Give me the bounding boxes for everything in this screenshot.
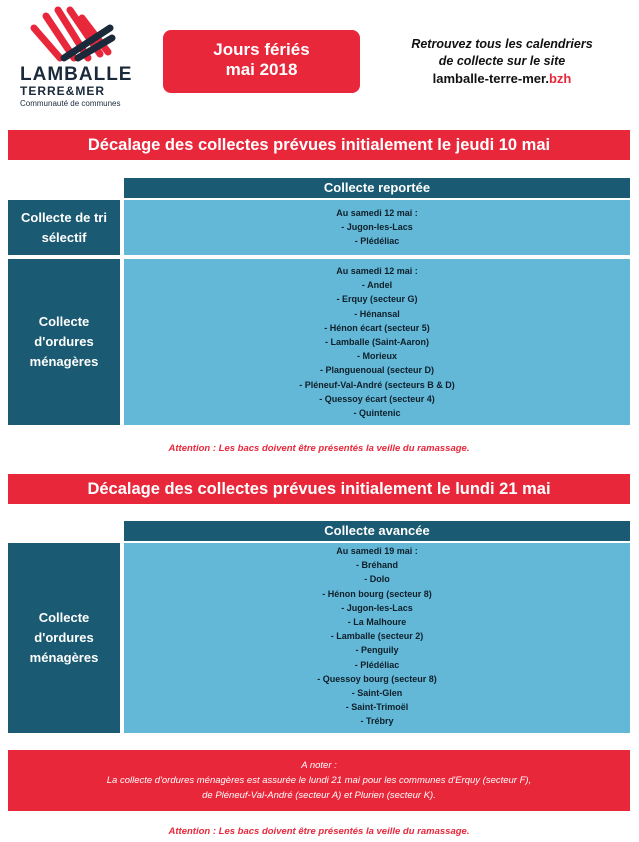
logo <box>18 6 133 108</box>
list-item: - Jugon-les-Lacs <box>341 222 413 233</box>
list-item: - Morieux <box>356 351 397 362</box>
site-info-line2: de collecte sur le site <box>438 54 566 68</box>
list-item: - Hénon bourg (secteur 8) <box>322 588 432 599</box>
list-item: - Quessoy écart (secteur 4) <box>319 393 435 404</box>
list-item: - Andel <box>361 280 393 291</box>
section1-row2-head <box>8 259 120 425</box>
row-head-line: Collecte de tri <box>21 209 107 225</box>
section2-column-title: Collecte avancée <box>124 521 630 541</box>
row-head-line: ménagères <box>29 354 99 369</box>
row-head-line: ménagères <box>29 650 99 665</box>
list-item: - Planguenoual (secteur D) <box>319 365 435 376</box>
list-item: - Pléneuf-Val-André (secteurs B & D) <box>299 379 455 390</box>
list-item: - Dolo <box>364 574 390 585</box>
list-item: - Saint-Trimoël <box>345 702 409 713</box>
section2-attention: Attention : Les bacs doivent être présentés la veille du ramassage. <box>168 826 470 837</box>
site-url-tld: bzh <box>548 71 572 86</box>
note-box <box>8 750 630 811</box>
list-item: - Hénansal <box>354 308 400 319</box>
page-title-line1: Jours fériés <box>213 40 310 59</box>
list-item: - Plédéliac <box>354 659 400 670</box>
list-item: - Trébry <box>360 716 394 727</box>
list-item: - Hénon écart (secteur 5) <box>324 322 430 333</box>
section1-row1-body <box>124 200 630 255</box>
page-title-line2: mai 2018 <box>225 60 298 79</box>
row-date: Au samedi 12 mai : <box>336 266 418 276</box>
section1-attention: Attention : Les bacs doivent être présentés la veille du ramassage. <box>168 443 470 454</box>
site-url[interactable] <box>382 70 622 88</box>
list-item: - Quintenic <box>353 408 401 419</box>
note-line2: de Pléneuf-Val-André (secteur A) et Plurien (secteur K). <box>202 790 436 801</box>
row-head-line: d'ordures <box>34 630 94 645</box>
note-line1: La collecte d'ordures ménagères est assurée le lundi 21 mai pour les communes d'Erquy (secteur F), <box>106 775 532 786</box>
list-item: - Quessoy bourg (secteur 8) <box>317 673 437 684</box>
list-item: - Jugon-les-Lacs <box>341 602 413 613</box>
row-head-line: Collecte <box>38 314 90 329</box>
note-title: A noter : <box>301 760 337 771</box>
list-item: - La Malhoure <box>347 617 407 628</box>
list-item: - Penguily <box>355 645 399 656</box>
list-item: - Plédéliac <box>354 236 400 247</box>
logo-name-line2: TERRE&MER <box>20 84 106 98</box>
section1-banner: Décalage des collectes prévues initialement le jeudi 10 mai <box>8 130 630 160</box>
row-date: Au samedi 19 mai : <box>336 546 418 556</box>
row-date: Au samedi 12 mai : <box>336 208 418 218</box>
logo-subtitle: Communauté de communes <box>20 99 121 108</box>
list-item: - Lamballe (Saint-Aaron) <box>324 337 429 348</box>
row-head-line: Collecte <box>38 610 90 625</box>
row-head-line: sélectif <box>41 229 87 245</box>
section1-column-title: Collecte reportée <box>124 178 630 198</box>
list-item: - Lamballe (secteur 2) <box>330 631 424 642</box>
site-url-main: lamballe-terre-mer. <box>432 71 549 86</box>
list-item: - Erquy (secteur G) <box>336 294 418 305</box>
section1-row1-head <box>8 200 120 255</box>
list-item: - Bréhand <box>355 560 398 571</box>
section2-row1-head <box>8 543 120 733</box>
section2-row1-body <box>124 543 630 733</box>
row-head-line: d'ordures <box>34 334 94 349</box>
section1-row2-body <box>124 259 630 425</box>
list-item: - Saint-Glen <box>351 688 403 699</box>
section2-banner: Décalage des collectes prévues initialement le lundi 21 mai <box>8 474 630 504</box>
page-title-box <box>163 30 360 93</box>
logo-stripes-icon <box>30 6 116 64</box>
site-info <box>382 36 622 88</box>
logo-name-line1: LAMBALLE <box>20 64 133 85</box>
site-info-line1: Retrouvez tous les calendriers <box>411 37 593 51</box>
